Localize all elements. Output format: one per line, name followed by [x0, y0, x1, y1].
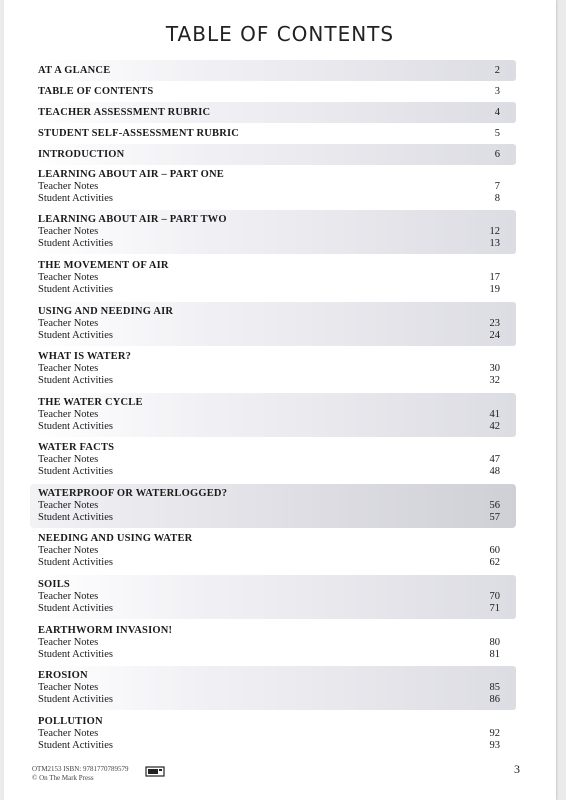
teacher-notes-label: Teacher Notes — [38, 318, 99, 329]
entry-title: EROSION — [38, 670, 88, 681]
toc-entry[interactable] — [30, 575, 516, 619]
toc-entry[interactable] — [30, 60, 516, 81]
student-activities-page: 42 — [489, 421, 500, 432]
teacher-notes-label: Teacher Notes — [38, 728, 99, 739]
toc-entry[interactable] — [30, 210, 516, 254]
teacher-notes-page: 47 — [489, 454, 500, 465]
entry-title: LEARNING ABOUT AIR – PART ONE — [38, 169, 225, 180]
teacher-notes-page: 7 — [494, 181, 500, 192]
teacher-notes-page: 92 — [489, 728, 500, 739]
entry-title: THE WATER CYCLE — [38, 397, 143, 408]
toc-entry[interactable] — [30, 102, 516, 123]
student-activities-label: Student Activities — [38, 330, 113, 341]
student-activities-label: Student Activities — [38, 512, 113, 523]
entry-title: WATERPROOF OR WATERLOGGED? — [38, 488, 228, 499]
entry-page: 5 — [494, 128, 500, 139]
student-activities-page: 81 — [489, 649, 500, 660]
entry-page: 3 — [494, 86, 500, 97]
toc-entry[interactable] — [30, 666, 516, 710]
student-activities-label: Student Activities — [38, 603, 113, 614]
toc-entry[interactable] — [30, 484, 516, 528]
student-activities-label: Student Activities — [38, 421, 113, 432]
entry-page: 6 — [494, 149, 500, 160]
student-activities-page: 32 — [489, 375, 500, 386]
entry-title: TEACHER ASSESSMENT RUBRIC — [38, 107, 211, 118]
student-activities-page: 19 — [489, 284, 500, 295]
student-activities-page: 62 — [489, 557, 500, 568]
toc-entry[interactable] — [30, 712, 516, 756]
page-number: 3 — [514, 762, 520, 776]
toc-entry[interactable] — [30, 621, 516, 665]
entry-title: WHAT IS WATER? — [38, 351, 132, 362]
toc-entry[interactable] — [30, 347, 516, 391]
student-activities-page: 8 — [494, 193, 500, 204]
student-activities-page: 86 — [489, 694, 500, 705]
teacher-notes-page: 60 — [489, 545, 500, 556]
teacher-notes-label: Teacher Notes — [38, 181, 99, 192]
teacher-notes-label: Teacher Notes — [38, 363, 99, 374]
entry-title: EARTHWORM INVASION! — [38, 625, 173, 636]
teacher-notes-page: 17 — [489, 272, 500, 283]
student-activities-page: 24 — [489, 330, 500, 341]
teacher-notes-page: 80 — [489, 637, 500, 648]
teacher-notes-page: 70 — [489, 591, 500, 602]
teacher-notes-page: 23 — [489, 318, 500, 329]
student-activities-label: Student Activities — [38, 740, 113, 751]
student-activities-page: 48 — [489, 466, 500, 477]
toc-entry[interactable] — [30, 529, 516, 573]
toc-entry[interactable] — [30, 165, 516, 209]
student-activities-label: Student Activities — [38, 284, 113, 295]
student-activities-label: Student Activities — [38, 238, 113, 249]
entry-title: THE MOVEMENT OF AIR — [38, 260, 169, 271]
student-activities-page: 13 — [489, 238, 500, 249]
page-title: TABLE OF CONTENTS — [165, 22, 395, 46]
entry-page: 2 — [494, 65, 500, 76]
document-page — [4, 0, 556, 800]
teacher-notes-page: 41 — [489, 409, 500, 420]
toc-entry[interactable] — [30, 438, 516, 482]
student-activities-label: Student Activities — [38, 557, 113, 568]
footer-copyright: © On The Mark Press — [32, 774, 94, 782]
student-activities-page: 93 — [489, 740, 500, 751]
entry-title: POLLUTION — [38, 716, 103, 727]
teacher-notes-page: 56 — [489, 500, 500, 511]
teacher-notes-label: Teacher Notes — [38, 409, 99, 420]
entry-title: USING AND NEEDING AIR — [38, 306, 174, 317]
toc-entry[interactable] — [30, 144, 516, 165]
student-activities-label: Student Activities — [38, 375, 113, 386]
entry-page: 4 — [494, 107, 500, 118]
entry-title: TABLE OF CONTENTS — [38, 86, 154, 97]
entry-title: STUDENT SELF-ASSESSMENT RUBRIC — [38, 128, 240, 139]
teacher-notes-page: 30 — [489, 363, 500, 374]
entry-title: INTRODUCTION — [38, 149, 125, 160]
teacher-notes-label: Teacher Notes — [38, 454, 99, 465]
table-of-contents — [4, 0, 556, 800]
student-activities-label: Student Activities — [38, 466, 113, 477]
teacher-notes-page: 12 — [489, 226, 500, 237]
footer-publication-info — [32, 765, 128, 783]
student-activities-label: Student Activities — [38, 193, 113, 204]
teacher-notes-label: Teacher Notes — [38, 545, 99, 556]
entry-title: NEEDING AND USING WATER — [38, 533, 193, 544]
teacher-notes-label: Teacher Notes — [38, 500, 99, 511]
toc-entry[interactable] — [30, 393, 516, 437]
entry-title: AT A GLANCE — [38, 65, 111, 76]
teacher-notes-label: Teacher Notes — [38, 637, 99, 648]
teacher-notes-label: Teacher Notes — [38, 272, 99, 283]
entry-title: WATER FACTS — [38, 442, 115, 453]
toc-entry[interactable] — [30, 302, 516, 346]
teacher-notes-label: Teacher Notes — [38, 682, 99, 693]
student-activities-page: 71 — [489, 603, 500, 614]
student-activities-page: 57 — [489, 512, 500, 523]
entry-title: LEARNING ABOUT AIR – PART TWO — [38, 214, 227, 225]
teacher-notes-page: 85 — [489, 682, 500, 693]
student-activities-label: Student Activities — [38, 694, 113, 705]
teacher-notes-label: Teacher Notes — [38, 226, 99, 237]
toc-entry[interactable] — [30, 81, 516, 102]
teacher-notes-label: Teacher Notes — [38, 591, 99, 602]
footer-isbn: OTM2153 ISBN: 9781770789579 — [32, 765, 129, 773]
entry-title: SOILS — [38, 579, 70, 590]
student-activities-label: Student Activities — [38, 649, 113, 660]
publisher-logo-icon — [144, 764, 166, 778]
toc-entry[interactable] — [30, 256, 516, 300]
toc-entry[interactable] — [30, 123, 516, 144]
